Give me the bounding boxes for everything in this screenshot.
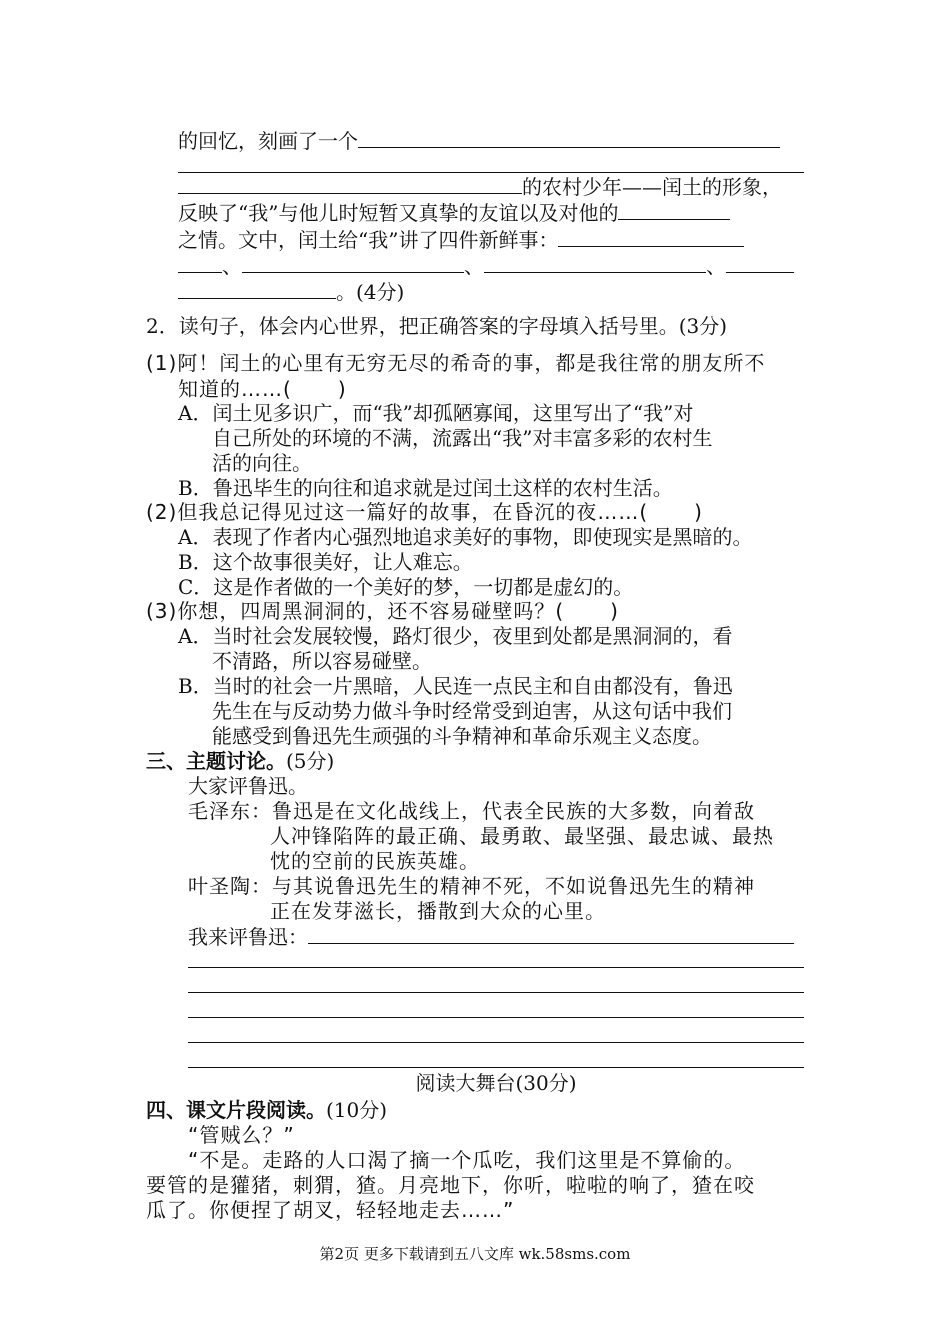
text-span: (2)但我总记得见过这一篇好的故事，在昏沉的夜……( bbox=[146, 500, 649, 524]
answer-blank[interactable] bbox=[242, 252, 464, 273]
text-span: 、 bbox=[222, 254, 242, 278]
text-span: 四、课文片段阅读。 bbox=[146, 1098, 326, 1122]
q2-s1-option-b: B．鲁迅毕生的向往和追求就是过闰土这样的农村生活。 bbox=[178, 476, 673, 500]
answer-blank[interactable] bbox=[178, 252, 222, 273]
fill-line-4 bbox=[178, 199, 730, 226]
quote-ye: 叶圣陶：与其说鲁迅先生的精神不死，不如说鲁迅先生的精神 bbox=[188, 874, 755, 898]
q2-s3-option-a: A．当时社会发展较慢，路灯很少，夜里到处都是黑洞洞的，看 bbox=[178, 624, 733, 648]
text-span: 。(4分) bbox=[336, 280, 405, 304]
passage-line: “管贼么？” bbox=[188, 1123, 295, 1147]
q2-s2-option-c: C．这是作者做的一个美好的梦，一切都是虚幻的。 bbox=[178, 575, 634, 599]
answer-blank[interactable] bbox=[358, 127, 780, 148]
reading-stage-heading: 阅读大舞台(30分) bbox=[415, 1071, 577, 1095]
text-span: 之情。文中，闰土给“我”讲了四件新鲜事： bbox=[178, 228, 559, 252]
quote-mao-cont: 忱的空前的民族英雄。 bbox=[270, 849, 480, 873]
passage-line: “不是。走路的人口渴了摘一个瓜吃，我们这里是不算偷的。 bbox=[188, 1148, 746, 1172]
answer-blank[interactable] bbox=[178, 278, 336, 299]
text-span: 三、主题讨论。 bbox=[146, 749, 286, 773]
text-span: 反映了“我”与他儿时短暂又真挚的友谊以及对他的 bbox=[178, 201, 619, 225]
fill-line-1 bbox=[178, 127, 780, 154]
section-4-title bbox=[146, 1097, 387, 1123]
text-span: ) bbox=[694, 500, 703, 524]
q2-sentence-1-stem-cont bbox=[178, 376, 347, 402]
q2-s1-option-a-cont: 活的向往。 bbox=[212, 451, 312, 475]
fill-line-6 bbox=[178, 252, 794, 279]
text-span: 、 bbox=[706, 254, 726, 278]
answer-blank[interactable] bbox=[618, 199, 730, 220]
quote-ye-cont: 正在发芽滋长，播散到大众的心里。 bbox=[270, 899, 606, 923]
q2-s3-option-b-cont: 先生在与反动势力做斗争时经常受到迫害，从这句话中我们 bbox=[212, 699, 732, 723]
text-span: (10分) bbox=[326, 1098, 388, 1122]
text-span: 我来评鲁迅： bbox=[188, 925, 308, 949]
question-2-title: 2．读句子，体会内心世界，把正确答案的字母填入括号里。(3分) bbox=[146, 314, 728, 338]
text-span: 的回忆，刻画了一个 bbox=[178, 129, 358, 153]
text-span: 、 bbox=[464, 254, 484, 278]
text-span: (3)你想，四周黑洞洞的，还不容易碰壁吗？( bbox=[146, 599, 565, 623]
answer-blank-full-line[interactable] bbox=[188, 1042, 804, 1043]
answer-blank-full-line[interactable] bbox=[188, 992, 804, 993]
fill-line-3 bbox=[178, 173, 782, 200]
q2-s1-option-a: A．闰土见多识广，而“我”却孤陋寡闻，这里写出了“我”对 bbox=[178, 401, 694, 425]
fill-line-5 bbox=[178, 226, 744, 253]
q2-s3-option-b-cont: 能感受到鲁迅先生顽强的斗争精神和革命乐观主义态度。 bbox=[212, 724, 712, 748]
text-span: (5分) bbox=[286, 749, 335, 773]
q2-sentence-2-stem bbox=[146, 499, 703, 525]
q2-s3-option-b: B．当时的社会一片黑暗，人民连一点民主和自由都没有，鲁迅 bbox=[178, 674, 733, 698]
answer-blank[interactable] bbox=[308, 923, 794, 944]
answer-blank[interactable] bbox=[178, 173, 522, 194]
answer-blank-full-line[interactable] bbox=[188, 1017, 804, 1018]
q2-sentence-1-stem: (1)阿！闰土的心里有无穷无尽的希奇的事，都是我往常的朋友所不 bbox=[146, 351, 766, 375]
quote-mao: 毛泽东：鲁迅是在文化战线上，代表全民族的大多数，向着敌 bbox=[188, 799, 755, 823]
q2-s2-option-a: A．表现了作者内心强烈地追求美好的事物，即使现实是黑暗的。 bbox=[178, 525, 753, 549]
text-span: ) bbox=[337, 377, 347, 401]
answer-blank-full-line[interactable] bbox=[188, 967, 804, 968]
answer-blank[interactable] bbox=[484, 252, 706, 273]
answer-blank[interactable] bbox=[558, 226, 744, 247]
q2-sentence-3-stem bbox=[146, 598, 619, 624]
passage-line: 要管的是獾猪，刺猬，猹。月亮地下，你听，啦啦的响了，猹在咬 bbox=[146, 1173, 755, 1197]
answer-blank[interactable] bbox=[726, 252, 794, 273]
fill-line-7 bbox=[178, 278, 404, 305]
answer-blank-full-line[interactable] bbox=[188, 1067, 804, 1068]
text-span: 知道的……( bbox=[178, 377, 292, 401]
quote-mao-cont: 人冲锋陷阵的最正确、最勇敢、最坚强、最忠诚、最热 bbox=[270, 824, 774, 848]
passage-line: 瓜了。你便捏了胡叉，轻轻地走去……” bbox=[146, 1198, 515, 1222]
text-span: ) bbox=[610, 599, 619, 623]
my-comment-line bbox=[188, 923, 794, 950]
q2-s3-option-a-cont: 不清路，所以容易碰壁。 bbox=[212, 649, 432, 673]
q2-s2-option-b: B．这个故事很美好，让人难忘。 bbox=[178, 550, 473, 574]
text-span: 的农村少年——闰土的形象， bbox=[522, 175, 782, 199]
section-3-title bbox=[146, 748, 334, 774]
section-3-intro: 大家评鲁迅。 bbox=[188, 774, 308, 798]
page-footer: 第2页 更多下载请到五八文库 wk.58sms.com bbox=[319, 1245, 631, 1263]
q2-s1-option-a-cont: 自己所处的环境的不满，流露出“我”对丰富多彩的农村生 bbox=[212, 426, 713, 450]
